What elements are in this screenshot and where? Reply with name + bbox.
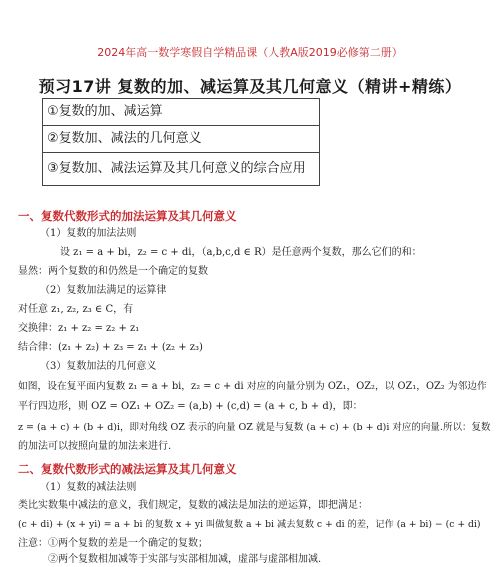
- toc-item-3[interactable]: ③复数加、减法运算及其几何意义的综合应用: [47, 161, 306, 176]
- course-header: 2024年高一数学寒假自学精品课（人教A版2019必修第二册）: [97, 46, 403, 59]
- s2-line-1: （1）复数的减法法则: [40, 482, 137, 493]
- s1-line-7: 结合律：(z₁ + z₂) + z₃ = z₁ + (z₂ + z₃): [18, 342, 203, 353]
- s1-line-2: 设 z₁ = a + bi，z₂ = c + di，（a,b,c,d ∈ R）是任意两个复数，那么它们的和：: [60, 247, 422, 258]
- section1-heading: 一、复数代数形式的加法运算及其几何意义: [18, 209, 237, 223]
- toc-item-2[interactable]: ②复数加、减法的几何意义: [43, 126, 319, 153]
- s1-line-12: 的加法可以按照向量的加法来进行.: [18, 441, 172, 452]
- s2-line-3: (c + di) + (x + yi) = a + bi 的复数 x + yi 叫做复数 a + bi 减去复数 c + di 的差，记作 (a + bi) − (c + di): [18, 519, 481, 530]
- toc-item-1[interactable]: ①复数的加、减运算: [43, 99, 319, 126]
- s2-line-4: 注意：①两个复数的差是一个确定的复数；: [18, 538, 208, 549]
- section2-heading: 二、复数代数形式的减法运算及其几何意义: [18, 462, 237, 476]
- s1-line-6: 交换律：z₁ + z₂ = z₂ + z₁: [18, 323, 140, 334]
- s1-line-1: （1）复数的加法法则: [40, 228, 137, 239]
- s1-line-5: 对任意 z₁, z₂, z₃ ∈ C，有: [18, 304, 134, 315]
- s1-line-4: （2）复数加法满足的运算律: [40, 285, 167, 296]
- toc-box: [42, 98, 320, 186]
- s2-line-5: ②两个复数相加减等于实部与实部相加减，虚部与虚部相加减.: [48, 554, 322, 565]
- s1-line-9: 如图，设在复平面内复数 z₁ = a + bi，z₂ = c + di 对应的向量分别为 OZ₁，OZ₂，以 OZ₁，OZ₂ 为邻边作: [18, 381, 487, 392]
- s1-line-10: 平行四边形，则 OZ = OZ₁ + OZ₂ = (a,b) + (c,d) = (a + c, b + d)，即：: [18, 401, 363, 412]
- s1-line-8: （3）复数加法的几何意义: [40, 361, 157, 372]
- page-title: 预习17讲 复数的加、减运算及其几何意义（精讲+精练）: [38, 77, 462, 96]
- s2-line-2: 类比实数集中减法的意义，我们规定，复数的减法是加法的逆运算，即把满足：: [18, 500, 368, 511]
- s1-line-11: z = (a + c) + (b + d)i，即对角线 OZ 表示的向量 OZ 就是与复数 (a + c) + (b + d)i 对应的向量.所以：复数: [18, 422, 491, 433]
- s1-line-3: 显然：两个复数的和仍然是一个确定的复数: [18, 266, 208, 277]
